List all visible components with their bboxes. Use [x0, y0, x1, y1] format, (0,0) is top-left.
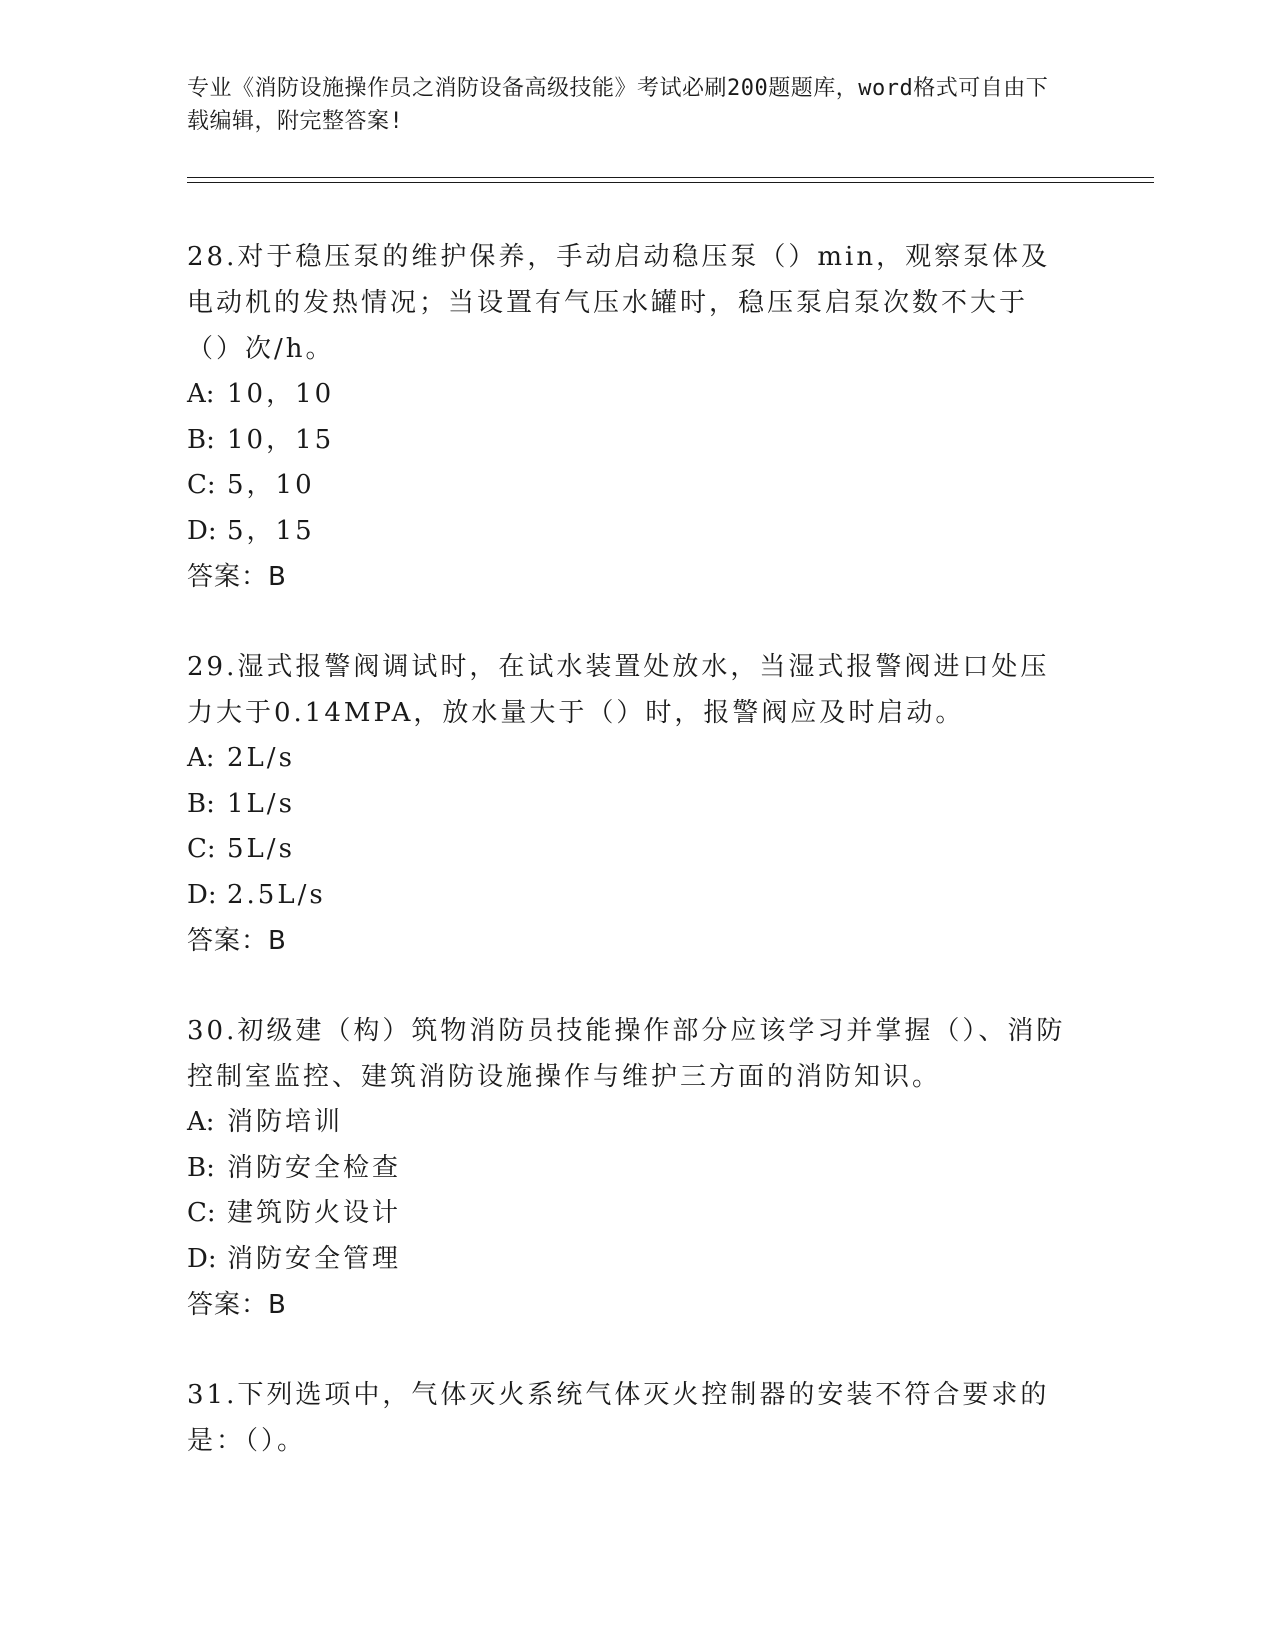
option-b [187, 418, 1067, 464]
option-text: 10，15 [227, 424, 335, 455]
option-c [187, 463, 1067, 509]
answer-text: 答案：B [187, 926, 287, 956]
option-text: 消防安全管理 [227, 1243, 402, 1274]
option-a [187, 736, 1067, 782]
option-letter: C: [187, 1198, 216, 1228]
option-a [187, 372, 1067, 418]
option-letter: A: [187, 379, 215, 409]
option-text: 2.5L/s [227, 879, 326, 910]
question-stem: 30.初级建（构）筑物消防员技能操作部分应该学习并掌握（）、消防控制室监控、建筑消防设施操作与维护三方面的消防知识。 [187, 1016, 1066, 1092]
option-letter: D: [187, 1243, 217, 1274]
option-text: 1L/s [227, 788, 295, 819]
option-d [187, 509, 1067, 555]
option-d [187, 1237, 1067, 1283]
question-31 [187, 1372, 1067, 1464]
question-29 [187, 644, 1067, 964]
question-30 [187, 1008, 1067, 1328]
header-title: 专业《消防设施操作员之消防设备高级技能》考试必刷200题题库，word格式可自由下载编辑，附完整答案! [187, 76, 1049, 134]
option-letter: A: [187, 1107, 215, 1137]
option-text: 5，15 [227, 515, 315, 546]
option-b [187, 1146, 1067, 1192]
question-stem: 29.湿式报警阀调试时，在试水装置处放水，当湿式报警阀进口处压力大于0.14MPA，放水量大于（）时，报警阀应及时启动。 [187, 652, 1050, 728]
option-text: 5，10 [227, 470, 315, 500]
option-letter: B: [187, 424, 215, 455]
header-divider-bottom [187, 182, 1154, 183]
answer-text: 答案：B [187, 1290, 287, 1320]
option-text: 10，10 [227, 379, 335, 409]
question-stem: 28.对于稳压泵的维护保养，手动启动稳压泵（）min，观察泵体及电动机的发热情况；当设置有气压水罐时，稳压泵启泵次数不大于（）次/h。 [187, 242, 1051, 364]
option-b [187, 782, 1067, 828]
option-c [187, 1191, 1067, 1237]
option-letter: D: [187, 515, 217, 546]
document-header [187, 72, 1067, 138]
option-d [187, 873, 1067, 919]
question-28 [187, 234, 1067, 600]
option-c [187, 827, 1067, 873]
option-letter: D: [187, 879, 217, 910]
answer-text: 答案：B [187, 562, 287, 592]
option-letter: B: [187, 1152, 215, 1183]
header-divider-top [187, 177, 1154, 178]
option-text: 建筑防火设计 [227, 1198, 402, 1228]
option-letter: C: [187, 834, 216, 864]
option-text: 消防安全检查 [227, 1152, 402, 1183]
option-text: 5L/s [227, 834, 295, 864]
option-text: 消防培训 [227, 1107, 344, 1137]
option-text: 2L/s [227, 743, 295, 773]
question-stem: 31.下列选项中，气体灭火系统气体灭火控制器的安装不符合要求的是：（）。 [187, 1380, 1050, 1456]
option-letter: C: [187, 470, 216, 500]
option-a [187, 1100, 1067, 1146]
option-letter: A: [187, 743, 215, 773]
option-letter: B: [187, 788, 215, 819]
